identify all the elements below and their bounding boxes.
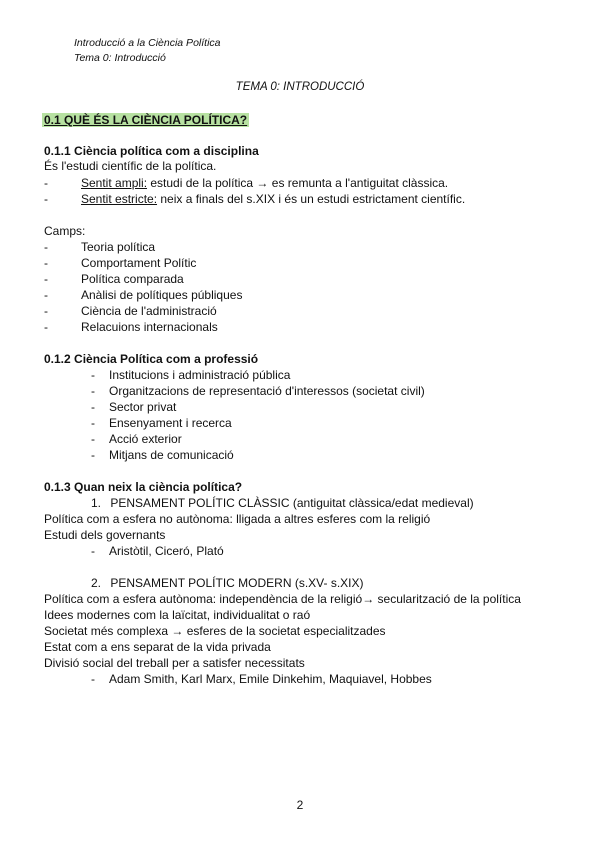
paragraph-line: Política com a esfera no autònoma: lligada a altres esferes com la religió (44, 512, 431, 526)
paragraph-line: Política com a esfera autònoma: independència de la religió→ secularització de la política (44, 592, 521, 606)
list-item (44, 240, 444, 254)
bullet-dash: - (44, 240, 48, 254)
list-item-text: Aristòtil, Ciceró, Plató (109, 544, 224, 558)
list-item-text: Organitzacions de representació d'interessos (societat civil) (109, 384, 425, 398)
paragraph-definition: És l'estudi científic de la política. (44, 159, 217, 173)
paragraph-line: Societat més complexa → esferes de la societat especialitzades (44, 624, 386, 638)
list-item-text: Mitjans de comunicació (109, 448, 234, 462)
bullet-dash: - (44, 256, 48, 270)
bullet-dash: - (91, 400, 95, 414)
list-item (91, 544, 491, 558)
bullet-dash: - (44, 320, 48, 334)
bullet-dash: - (91, 416, 95, 430)
paragraph-line: Estudi dels governants (44, 528, 166, 542)
list-item (91, 368, 561, 382)
term-text: neix a finals del s.XIX i és un estudi estrictament científic. (157, 192, 466, 206)
list-item (91, 672, 551, 686)
term-text: estudi de la política → es remunta a l'antiguitat clàssica. (147, 176, 449, 190)
subsection-heading-012: 0.1.2 Ciència Política com a professió (44, 352, 259, 366)
bullet-dash: - (91, 384, 95, 398)
document-title: TEMA 0: INTRODUCCIÓ (235, 81, 365, 93)
list-item (44, 288, 444, 302)
header-topic: Tema 0: Introducció (74, 52, 166, 64)
bullet-dash: - (44, 304, 48, 318)
camps-label: Camps: (44, 224, 86, 238)
section-heading: 0.1 QUÈ ÉS LA CIÈNCIA POLÍTICA? (44, 113, 248, 127)
list-item-text: Comportament Polític (81, 256, 197, 270)
page-number: 2 (296, 798, 304, 812)
bullet-dash: - (91, 672, 95, 686)
list-item (44, 272, 444, 286)
paragraph-line: Estat com a ens separat de la vida privada (44, 640, 271, 654)
bullet-dash: - (44, 272, 48, 286)
list-item-text: Relacuions internacionals (81, 320, 218, 334)
list-item (91, 432, 561, 446)
bullet-dash: - (44, 192, 48, 206)
bullet-dash: - (91, 544, 95, 558)
list-item-text: Política comparada (81, 272, 184, 286)
numbered-heading-text: PENSAMENT POLÍTIC CLÀSSIC (antiguitat clàssica/edat medieval) (110, 496, 474, 510)
list-item-text: Ciència de l'administració (81, 304, 217, 318)
list-item-text: Anàlisi de polítiques públiques (81, 288, 243, 302)
term: Sentit ampli: (81, 176, 148, 190)
bullet-dash: - (44, 288, 48, 302)
subsection-heading-011: 0.1.1 Ciència política com a disciplina (44, 144, 259, 158)
list-item (44, 256, 444, 270)
numbered-heading-classic (91, 496, 474, 510)
list-item (91, 416, 561, 430)
bullet-dash: - (44, 176, 48, 190)
list-item-text: Sector privat (109, 400, 177, 414)
list-item (44, 192, 564, 206)
list-item-text: Teoria política (81, 240, 156, 254)
bullet-dash: - (91, 432, 95, 446)
list-item (44, 320, 444, 334)
list-item-text: Ensenyament i recerca (109, 416, 232, 430)
list-item (91, 400, 561, 414)
list-item-text: Adam Smith, Karl Marx, Emile Dinkehim, Maquiavel, Hobbes (109, 672, 432, 686)
header-course: Introducció a la Ciència Política (74, 37, 221, 49)
numbered-heading-text: PENSAMENT POLÍTIC MODERN (s.XV- s.XIX) (110, 576, 364, 590)
term: Sentit estricte: (81, 192, 158, 206)
list-number: 2. (91, 576, 102, 590)
list-item (91, 384, 561, 398)
numbered-heading-modern (91, 576, 364, 590)
bullet-dash: - (91, 448, 95, 462)
list-item (44, 176, 564, 190)
list-item (91, 448, 561, 462)
bullet-dash: - (91, 368, 95, 382)
subsection-heading-013: 0.1.3 Quan neix la ciència política? (44, 480, 243, 494)
paragraph-line: Idees modernes com la laïcitat, individualitat o raó (44, 608, 311, 622)
paragraph-line: Divisió social del treball per a satisfer necessitats (44, 656, 305, 670)
list-item-text: Acció exterior (109, 432, 182, 446)
list-item-text: Institucions i administració pública (109, 368, 291, 382)
list-item (44, 304, 444, 318)
list-number: 1. (91, 496, 102, 510)
